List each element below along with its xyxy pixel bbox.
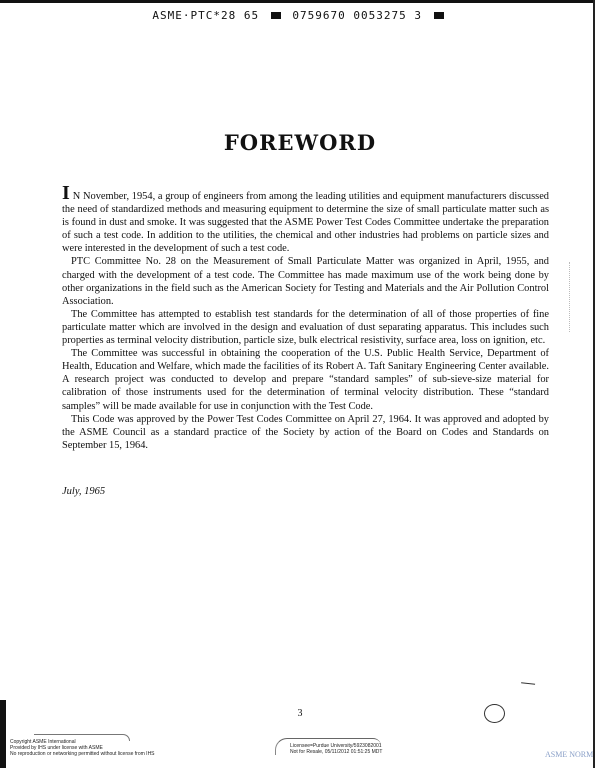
license-line: Not for Resale, 05/11/2012 01:51:25 MDT: [290, 749, 383, 755]
paragraph-3: The Committee has attempted to establish test standards for the determination of all of those properties of fine particulate matter which are involved in the design and evaluation of dust separating apparatus. This includes such properties as terminal velocity distribution, particle size, bulk electrical resistivity, surface area, loss on ignition, etc.: [62, 308, 549, 347]
page-number: 3: [297, 708, 303, 719]
copyright-line: Copyright ASME International: [10, 739, 76, 745]
copyright-notice: [10, 739, 155, 757]
watermark-logo: ASME NORM: [545, 750, 594, 759]
circle-mark-icon: [484, 704, 505, 723]
header-code-left: ASME·PTC*28 65: [152, 9, 260, 22]
scan-left-bar: [0, 700, 6, 768]
scan-right-border: [593, 0, 595, 768]
foreword-date: July, 1965: [62, 486, 106, 497]
copyright-line: Provided by IHS under license with ASME: [10, 745, 103, 751]
pen-mark-icon: [521, 682, 535, 686]
paragraph-2: PTC Committee No. 28 on the Measurement of Small Particulate Matter was organized in April, 1955, and charged with the development of a test code. The Committee has made maximum use of the work being done by other organizations in the field such as the American Society for Testing and Materials and the Air Pollution Control Association.: [62, 256, 549, 307]
page-title: FOREWORD: [223, 130, 377, 155]
paragraph-1-text: N November, 1954, a group of engineers from among the leading utilities and equipment manufacturers discussed the need of standardized methods and measuring equipment to determine the size of small particulate matter such as is found in dust and smoke. It was suggested that the ASME Power Test Codes Committee undertake the preparation of such a test code. In addition to the utilities, the chemical and other industries had problems on particle sizes and were interested in the development of such a test code.: [62, 191, 549, 255]
copyright-line: No reproduction or networking permitted without license from IHS: [10, 751, 155, 757]
black-block-icon: [434, 12, 444, 19]
paragraph-1: [62, 182, 549, 255]
drop-cap: I: [62, 182, 70, 204]
scan-top-border: [0, 0, 594, 3]
black-block-icon: [271, 12, 281, 19]
paragraph-4: The Committee was successful in obtaining the cooperation of the U.S. Public Health Service, Department of Health, Education and Welfare, which made the facilities of its Robert A. Taft Sanitary Engineering Center available. A research project was conducted to develop and prepare “standard samples” of sub-sieve-size material for calibration of those instruments used for the determination of terminal velocity distribution. These “standard samples” will be made available for use in conjunction with the Test Code.: [62, 348, 549, 412]
paragraph-5: This Code was approved by the Power Test Codes Committee on April 27, 1964. It was approved and adopted by the ASME Council as a standard practice of the Society by action of the Board on Codes and Standards on September 15, 1964.: [62, 413, 549, 451]
license-line: Licensee=Purdue University/5923082001: [290, 743, 382, 749]
document-header-code: [0, 9, 600, 22]
license-notice: [290, 743, 382, 755]
margin-dots: [569, 262, 571, 332]
header-code-middle: 0759670 0053275 3: [292, 9, 422, 22]
foreword-body: [62, 182, 549, 452]
